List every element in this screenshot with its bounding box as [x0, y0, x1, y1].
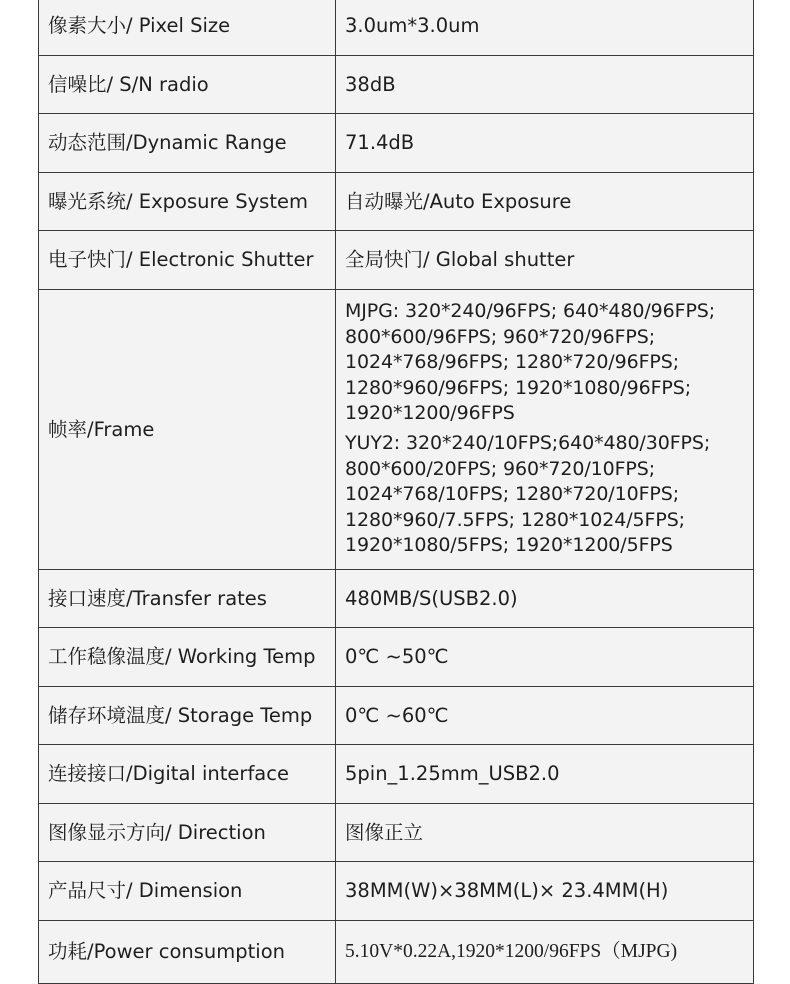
spec-row-working-temp	[39, 628, 754, 687]
spec-value: 自动曝光/Auto Exposure	[336, 172, 754, 231]
spec-label: 产品尺寸/ Dimension	[39, 862, 336, 921]
spec-value: 480MB/S(USB2.0)	[336, 569, 754, 628]
spec-label: 曝光系统/ Exposure System	[39, 172, 336, 231]
spec-label: 动态范围/Dynamic Range	[39, 114, 336, 173]
spec-label: 接口速度/Transfer rates	[39, 569, 336, 628]
spec-value: 0℃ ~60℃	[336, 686, 754, 745]
spec-table	[38, 0, 754, 984]
spec-value: 图像正立	[336, 803, 754, 862]
spec-value-frame-rates	[336, 289, 754, 569]
spec-row-exposure-system	[39, 172, 754, 231]
spec-label: 信噪比/ S/N radio	[39, 55, 336, 114]
spec-label: 帧率/Frame	[39, 289, 336, 569]
spec-row-dimension	[39, 862, 754, 921]
frame-rates-mjpg: MJPG: 320*240/96FPS; 640*480/96FPS; 800*600/96FPS; 960*720/96FPS; 1024*768/96FPS; 1280*720/96FPS; 1280*960/96FPS; 1920*1080/96FPS; 1920*1200/96FPS	[345, 300, 716, 425]
spec-value: 5pin_1.25mm_USB2.0	[336, 745, 754, 804]
spec-row-storage-temp	[39, 686, 754, 745]
spec-label: 像素大小/ Pixel Size	[39, 0, 336, 55]
spec-label: 图像显示方向/ Direction	[39, 803, 336, 862]
spec-label: 工作稳像温度/ Working Temp	[39, 628, 336, 687]
spec-row-digital-interface	[39, 745, 754, 804]
spec-value: 3.0um*3.0um	[336, 0, 754, 55]
spec-row-transfer-rates	[39, 569, 754, 628]
spec-row-frame-rate	[39, 289, 754, 569]
spec-value: 71.4dB	[336, 114, 754, 173]
spec-label: 电子快门/ Electronic Shutter	[39, 231, 336, 290]
spec-row-direction	[39, 803, 754, 862]
spec-row-dynamic-range	[39, 114, 754, 173]
spec-value: 全局快门/ Global shutter	[336, 231, 754, 290]
spec-row-pixel-size	[39, 0, 754, 55]
spec-row-electronic-shutter	[39, 231, 754, 290]
spec-value: 38dB	[336, 55, 754, 114]
spec-value: 0℃ ~50℃	[336, 628, 754, 687]
spec-value: 5.10V*0.22A,1920*1200/96FPS（MJPG)	[336, 920, 754, 983]
spec-row-sn-ratio	[39, 55, 754, 114]
spec-label: 储存环境温度/ Storage Temp	[39, 686, 336, 745]
spec-row-power-consumption	[39, 920, 754, 983]
frame-rates-yuy2: YUY2: 320*240/10FPS;640*480/30FPS; 800*600/20FPS; 960*720/10FPS; 1024*768/10FPS; 1280*720/10FPS; 1280*960/7.5FPS; 1280*1024/5FPS; 1920*1080/5FPS; 1920*1200/5FPS	[345, 432, 711, 557]
spec-value: 38MM(W)×38MM(L)× 23.4MM(H)	[336, 862, 754, 921]
spec-label: 功耗/Power consumption	[39, 920, 336, 983]
spec-label: 连接接口/Digital interface	[39, 745, 336, 804]
